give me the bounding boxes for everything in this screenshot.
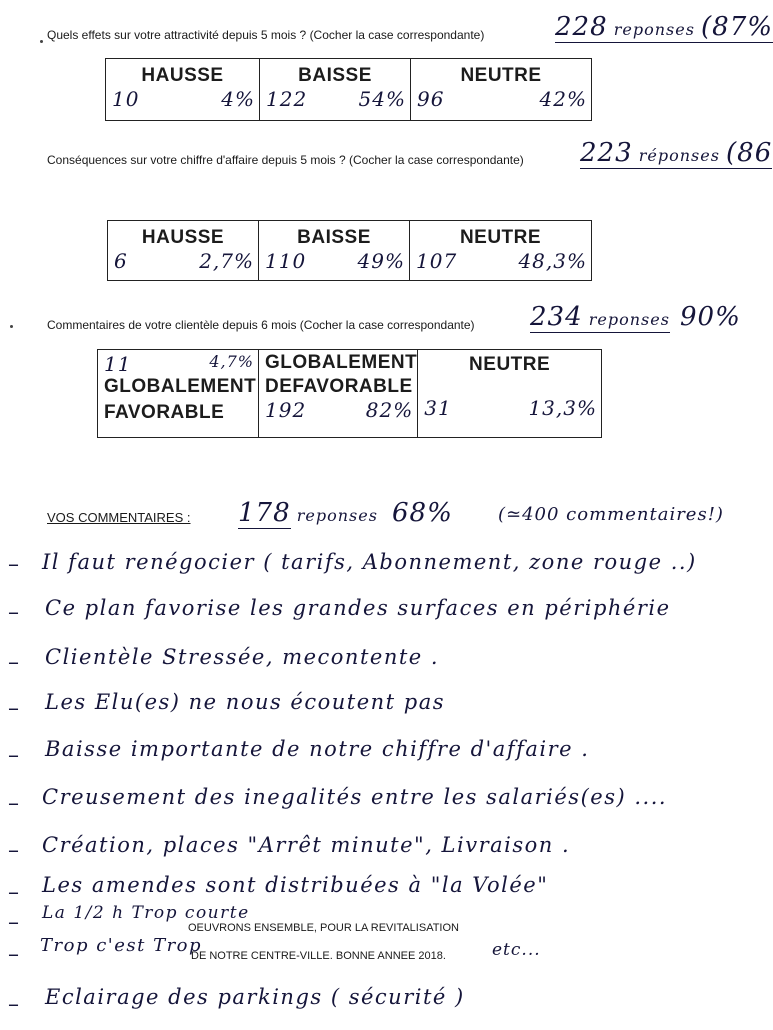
list-item: La 1/2 h Trop courte bbox=[42, 903, 250, 923]
question-2-table bbox=[107, 220, 592, 281]
q2-count-label: réponses bbox=[638, 146, 720, 165]
question-1-table bbox=[105, 58, 592, 121]
bullet-dot bbox=[40, 40, 43, 43]
comments-note: (≃400 commentaires!) bbox=[498, 504, 724, 525]
q1-header-baisse: BAISSE bbox=[298, 65, 372, 86]
q3-neutre-pct: 13,3% bbox=[528, 396, 597, 420]
list-item-dash: – bbox=[8, 650, 19, 675]
q2-neutre-pct: 48,3% bbox=[518, 249, 587, 273]
list-item-dash: – bbox=[8, 942, 19, 967]
bullet-dot bbox=[10, 325, 13, 328]
q1-header-neutre: NEUTRE bbox=[460, 65, 542, 86]
list-item-dash: – bbox=[8, 992, 19, 1017]
comments-response-count bbox=[238, 498, 453, 528]
q2-neutre-count: 107 bbox=[416, 249, 458, 273]
list-item: Il faut renégocier ( tarifs, Abonnement, zone rouge ..) bbox=[42, 550, 697, 574]
list-item: Les Elu(es) ne nous écoutent pas bbox=[45, 690, 446, 714]
q2-count-pct: (86 bbox=[726, 138, 773, 168]
q1-baisse-pct: 54% bbox=[358, 87, 406, 111]
question-3-text: Commentaires de votre clientèle depuis 6 mois (Cocher la case correspondante) bbox=[47, 318, 475, 332]
question-3-response-count bbox=[530, 302, 670, 333]
q3-cell-neutre bbox=[418, 350, 602, 438]
q3-favorable-count: 11 bbox=[104, 352, 132, 376]
question-2-text: Conséquences sur votre chiffre d'affaire depuis 5 mois ? (Cocher la case correspondante) bbox=[47, 153, 524, 167]
q1-cell-neutre bbox=[411, 59, 592, 121]
q2-baisse-count: 110 bbox=[265, 249, 307, 273]
comments-count: 178 bbox=[238, 498, 291, 528]
q1-count-label: reponses bbox=[613, 20, 695, 39]
q1-count-pct: (87% bbox=[701, 12, 773, 42]
q2-baisse-pct: 49% bbox=[357, 249, 405, 273]
q3-neutre-count: 31 bbox=[424, 396, 452, 420]
list-item: Les amendes sont distribuées à "la Volée" bbox=[42, 873, 549, 897]
q1-hausse-pct: 4% bbox=[221, 87, 255, 111]
list-item: Trop c'est Trop bbox=[40, 935, 203, 956]
q3-cell-defavorable bbox=[259, 350, 418, 438]
q3-cell-favorable bbox=[98, 350, 259, 438]
q1-hausse-count: 10 bbox=[112, 87, 140, 111]
footer-line-2: DE NOTRE CENTRE-VILLE. BONNE ANNEE 2018. bbox=[191, 950, 446, 962]
q1-neutre-count: 96 bbox=[417, 87, 445, 111]
list-item-dash: – bbox=[8, 743, 19, 768]
q2-cell-neutre bbox=[410, 221, 592, 281]
list-item: Baisse importante de notre chiffre d'affaire . bbox=[45, 737, 590, 761]
comments-count-pct: 68% bbox=[392, 498, 453, 528]
q3-header-neutre: NEUTRE bbox=[469, 354, 551, 375]
list-item-dash: – bbox=[8, 880, 19, 905]
q3-defavorable-line1: GLOBALEMENT bbox=[265, 352, 418, 373]
q2-header-hausse: HAUSSE bbox=[141, 227, 225, 248]
list-item-dash: – bbox=[8, 552, 19, 577]
comments-count-label: reponses bbox=[296, 506, 378, 525]
question-1-text: Quels effets sur votre attractivité depuis 5 mois ? (Cocher la case correspondante) bbox=[47, 28, 485, 42]
q3-count: 234 bbox=[530, 302, 583, 332]
q1-baisse-count: 122 bbox=[266, 87, 308, 111]
q2-header-neutre: NEUTRE bbox=[459, 227, 542, 248]
q2-header-baisse: BAISSE bbox=[297, 227, 371, 248]
list-item: Clientèle Stressée, mecontente . bbox=[45, 645, 440, 669]
list-item: Eclairage des parkings ( sécurité ) bbox=[45, 985, 465, 1009]
list-item-dash: – bbox=[8, 696, 19, 721]
q3-count-pct: 90% bbox=[680, 302, 741, 332]
question-1-response-count bbox=[555, 12, 773, 43]
q1-cell-hausse bbox=[106, 59, 260, 121]
q3-defavorable-count: 192 bbox=[265, 398, 307, 422]
list-item-dash: – bbox=[8, 838, 19, 863]
question-2-response-count bbox=[580, 138, 772, 169]
comments-title: VOS COMMENTAIRES : bbox=[47, 510, 191, 525]
q2-hausse-pct: 2,7% bbox=[199, 249, 254, 273]
footer-line-1: OEUVRONS ENSEMBLE, POUR LA REVITALISATION bbox=[188, 922, 459, 934]
q2-hausse-count: 6 bbox=[114, 249, 128, 273]
q3-favorable-line1: GLOBALEMENT bbox=[104, 376, 257, 397]
q1-neutre-pct: 42% bbox=[539, 87, 587, 111]
list-item-dash: – bbox=[8, 791, 19, 816]
list-item-dash: – bbox=[8, 910, 19, 935]
q3-defavorable-line2: DEFAVORABLE bbox=[265, 376, 413, 397]
q3-favorable-line2: FAVORABLE bbox=[104, 402, 225, 423]
question-3-table bbox=[97, 349, 602, 438]
q2-count: 223 bbox=[580, 138, 633, 168]
q1-count: 228 bbox=[555, 12, 608, 42]
list-item-dash: – bbox=[8, 600, 19, 625]
list-item: Creusement des inegalités entre les salariés(es) .... bbox=[42, 785, 668, 809]
q1-cell-baisse bbox=[260, 59, 411, 121]
q1-header-hausse: HAUSSE bbox=[141, 65, 224, 86]
q3-defavorable-pct: 82% bbox=[365, 398, 414, 422]
q2-cell-baisse bbox=[259, 221, 410, 281]
comments-etc: etc... bbox=[492, 940, 541, 960]
q2-cell-hausse bbox=[108, 221, 259, 281]
q3-count-label: reponses bbox=[588, 310, 670, 329]
list-item: Création, places "Arrêt minute", Livraison . bbox=[42, 833, 571, 857]
list-item: Ce plan favorise les grandes surfaces en périphérie bbox=[45, 596, 671, 620]
q3-favorable-pct: 4,7% bbox=[209, 352, 254, 371]
